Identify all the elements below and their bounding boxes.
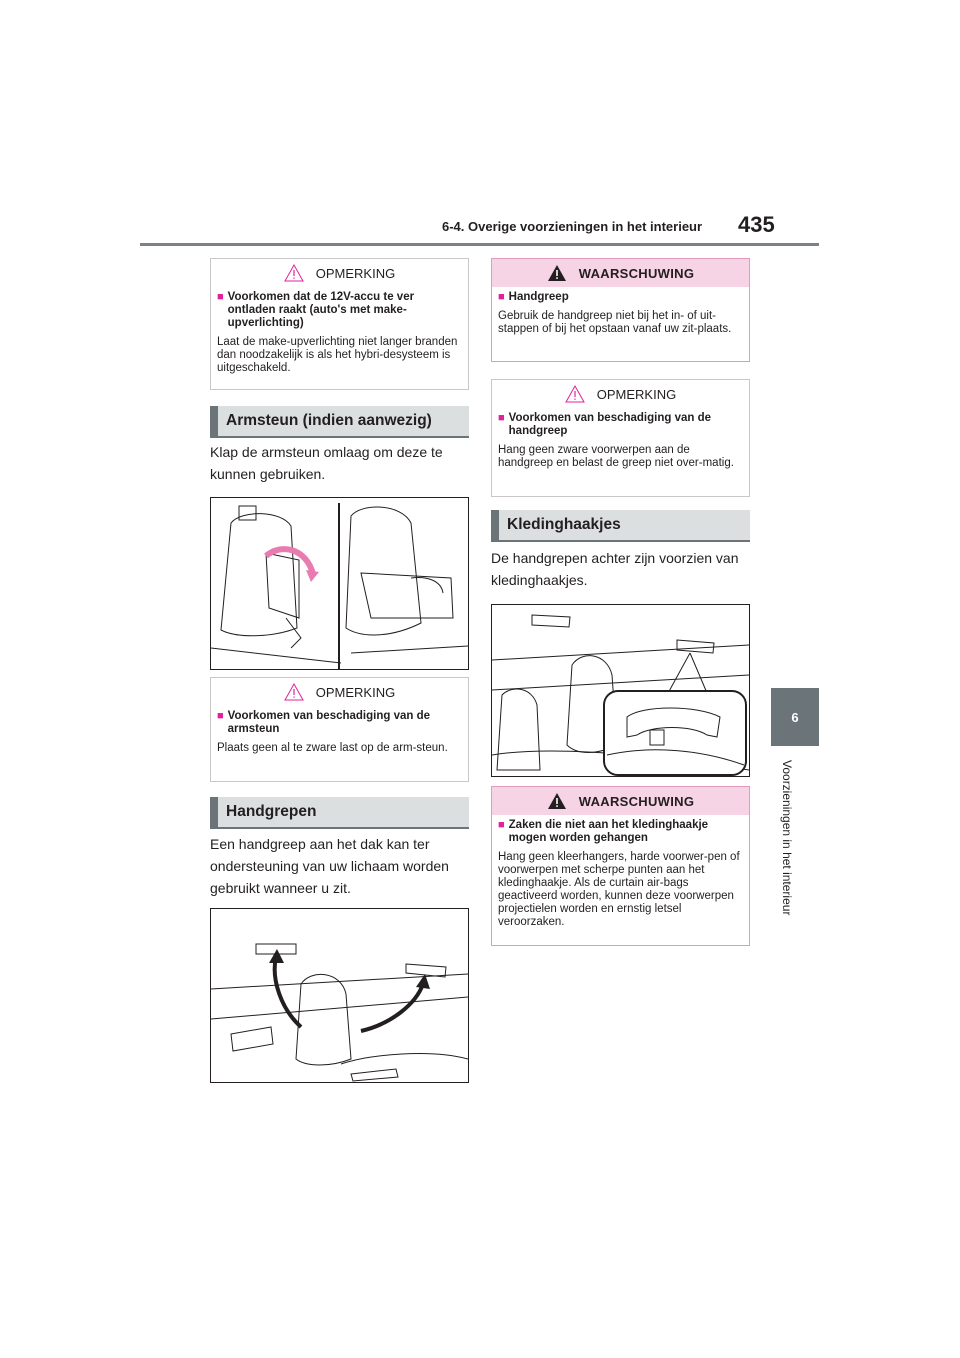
chapter-tab[interactable]: 6	[771, 688, 819, 746]
warning-text: Gebruik de handgreep niet bij het in- of uit-stappen of bij het opstaan vanaf uw zit-plaats.	[498, 310, 732, 335]
warning-text: Hang geen kleerhangers, harde voorwer-pen of voorwerpen met scherpe punten aan het kledinghaakje. Als de curtain air-bags geactiveerd worden, kunnen deze voorwerpen projectielen worden en ernstig letsel veroorzaken.	[498, 851, 740, 928]
clothes-hook-illustration	[491, 604, 750, 777]
warning-subtitle: Zaken die niet aan het kledinghaakje mogen worden gehangen	[508, 819, 709, 844]
roof-handle-illustration	[210, 908, 469, 1083]
warning-header	[492, 787, 749, 815]
square-bullet-icon: ■	[217, 291, 224, 303]
armsteun-paragraph: Klap de armsteun omlaag om deze te kunnen gebruiken.	[210, 444, 443, 482]
caution-triangle-icon	[284, 264, 304, 282]
notice-box-handgreep	[491, 379, 750, 497]
chapter-title: Voorzieningen in het interieur	[780, 760, 794, 916]
page-number: 435	[738, 212, 775, 237]
handgrepen-paragraph: Een handgreep aan het dak kan ter ondersteuning van uw lichaam worden gebruikt wanneer u zit.	[210, 836, 449, 896]
warning-triangle-icon	[547, 264, 567, 282]
square-bullet-icon: ■	[498, 819, 505, 831]
caution-triangle-icon	[565, 385, 585, 403]
notice-title: OPMERKING	[315, 265, 396, 281]
notice-title: OPMERKING	[315, 684, 396, 700]
notice-subtitle: Voorkomen van beschadiging van de armsteun	[227, 710, 431, 735]
square-bullet-icon: ■	[498, 412, 505, 424]
notice-box-accu	[210, 258, 469, 390]
section-title: 6-4. Overige voorzieningen in het interieur	[442, 219, 703, 234]
notice-text: Hang geen zware voorwerpen aan de handgreep en belast de greep niet over-matig.	[498, 444, 734, 469]
section-header-kledinghaakjes: Kledinghaakjes	[491, 510, 750, 542]
notice-title: OPMERKING	[596, 386, 677, 402]
caution-triangle-icon	[284, 683, 304, 701]
kledinghaakjes-paragraph: De handgrepen achter zijn voorzien van kledinghaakjes.	[491, 550, 739, 588]
section-header-armsteun: Armsteun (indien aanwezig)	[210, 406, 469, 438]
notice-header	[211, 678, 468, 706]
square-bullet-icon: ■	[217, 710, 224, 722]
notice-header	[492, 380, 749, 408]
warning-title: WAARSCHUWING	[578, 793, 695, 809]
warning-triangle-icon	[547, 792, 567, 810]
notice-text: Laat de make-upverlichting niet langer branden dan noodzakelijk is als het hybri-desysteem is uitgeschakeld.	[217, 336, 458, 374]
section-header-handgrepen: Handgrepen	[210, 797, 469, 829]
warning-title: WAARSCHUWING	[578, 265, 695, 281]
header-rule	[140, 243, 819, 246]
notice-subtitle: Voorkomen dat de 12V-accu te ver ontladen raakt (auto's met make-upverlichting)	[227, 291, 415, 329]
notice-subtitle: Voorkomen van beschadiging van de handgreep	[508, 412, 712, 437]
notice-header	[211, 259, 468, 287]
warning-header	[492, 259, 749, 287]
warning-box-kledinghaakje	[491, 786, 750, 946]
armrest-illustration	[210, 497, 469, 670]
warning-box-handgreep	[491, 258, 750, 362]
notice-box-armsteun	[210, 677, 469, 782]
square-bullet-icon: ■	[498, 291, 505, 303]
notice-text: Plaats geen al te zware last op de arm-steun.	[217, 742, 448, 754]
warning-subtitle: Handgreep	[508, 291, 569, 303]
